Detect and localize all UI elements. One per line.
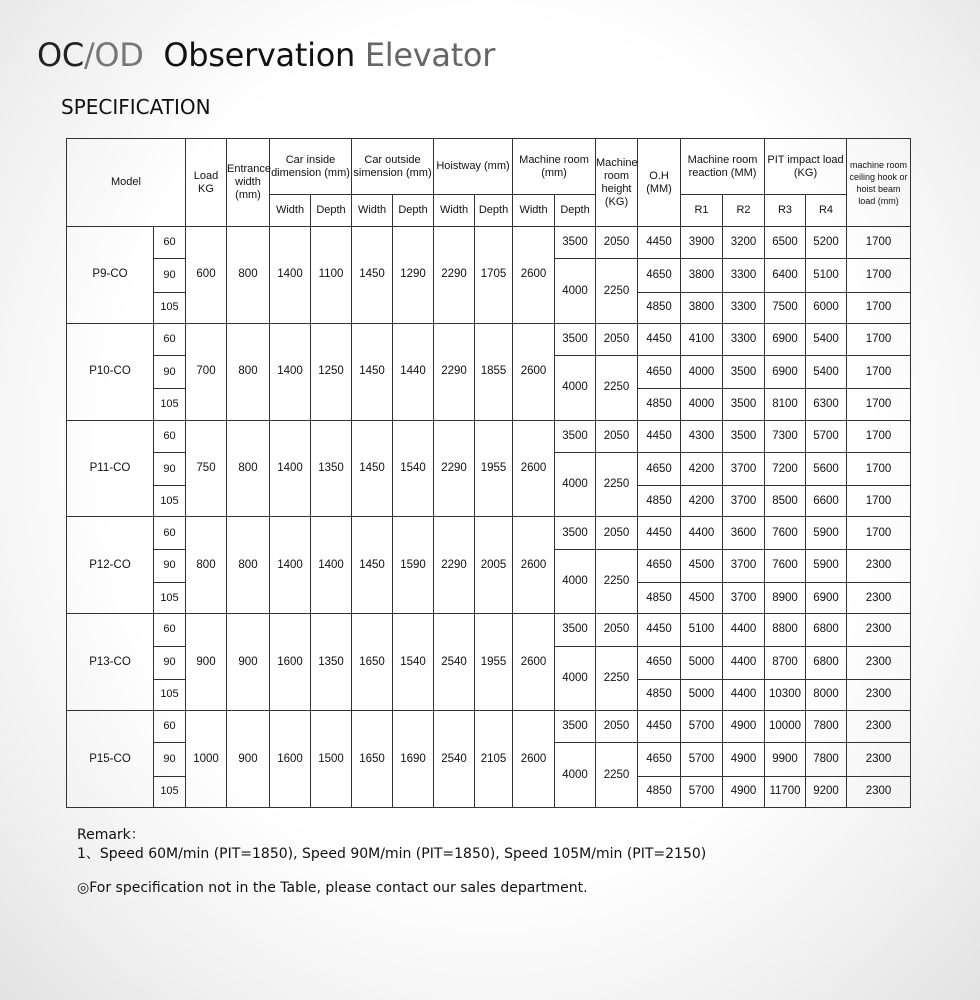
mr-depth-cell: 3500: [555, 711, 596, 743]
oh-cell: 4850: [638, 582, 681, 613]
entrance-cell: 800: [227, 227, 270, 324]
mr-height-cell: 2050: [596, 711, 638, 743]
oh-cell: 4850: [638, 776, 681, 807]
oh-cell: 4650: [638, 356, 681, 389]
model-name: P11-CO: [67, 420, 154, 517]
oh-cell: 4650: [638, 646, 681, 679]
hw-d-cell: 2105: [475, 711, 513, 808]
mr-height-cell: 2250: [596, 549, 638, 614]
speed-cell: 60: [154, 420, 186, 452]
subheader-depth: Depth: [555, 195, 596, 227]
r4-cell: 6800: [806, 614, 847, 646]
r1-cell: 3800: [681, 292, 723, 323]
car-in-d-cell: 1100: [311, 227, 352, 324]
oh-cell: 4850: [638, 679, 681, 710]
r4-cell: 8000: [806, 679, 847, 710]
r4-cell: 5200: [806, 227, 847, 259]
oh-cell: 4450: [638, 227, 681, 259]
r1-cell: 4000: [681, 389, 723, 420]
r1-cell: 3900: [681, 227, 723, 259]
title-od: OD: [94, 36, 144, 74]
oh-cell: 4650: [638, 743, 681, 776]
r4-cell: 5400: [806, 323, 847, 355]
r2-cell: 4400: [723, 679, 765, 710]
hw-w-cell: 2290: [434, 517, 475, 614]
r1-cell: 4000: [681, 356, 723, 389]
mr-height-cell: 2050: [596, 227, 638, 259]
r2-cell: 3500: [723, 356, 765, 389]
oh-cell: 4450: [638, 517, 681, 549]
car-out-d-cell: 1690: [393, 711, 434, 808]
load-cell: 700: [186, 323, 227, 420]
car-in-d-cell: 1250: [311, 323, 352, 420]
speed-cell: 105: [154, 679, 186, 710]
oh-cell: 4450: [638, 420, 681, 452]
speed-cell: 90: [154, 646, 186, 679]
hw-d-cell: 1855: [475, 323, 513, 420]
hook-cell: 1700: [847, 517, 911, 549]
mr-depth-cell: 4000: [555, 549, 596, 614]
car-in-w-cell: 1400: [270, 517, 311, 614]
mr-w-cell: 2600: [513, 227, 555, 324]
mr-w-cell: 2600: [513, 420, 555, 517]
speed-cell: 60: [154, 614, 186, 646]
hook-cell: 1700: [847, 259, 911, 292]
hook-cell: 1700: [847, 227, 911, 259]
car-out-w-cell: 1450: [352, 323, 393, 420]
car-out-d-cell: 1540: [393, 614, 434, 711]
table-row: [67, 227, 911, 259]
subheader-width: Width: [513, 195, 555, 227]
r3-cell: 7600: [765, 517, 806, 549]
r4-cell: 7800: [806, 711, 847, 743]
r2-cell: 3200: [723, 227, 765, 259]
subheader-r4: R4: [806, 195, 847, 227]
r2-cell: 4900: [723, 776, 765, 807]
r4-cell: 5400: [806, 356, 847, 389]
hook-cell: 2300: [847, 582, 911, 613]
r3-cell: 7300: [765, 420, 806, 452]
car-in-w-cell: 1600: [270, 614, 311, 711]
r1-cell: 5700: [681, 743, 723, 776]
specification-body: [67, 227, 911, 808]
header-mr-height: Machine room height (KG): [596, 139, 638, 227]
hw-w-cell: 2290: [434, 227, 475, 324]
r3-cell: 8900: [765, 582, 806, 613]
subheader-r1: R1: [681, 195, 723, 227]
r4-cell: 9200: [806, 776, 847, 807]
r3-cell: 8100: [765, 389, 806, 420]
car-out-w-cell: 1650: [352, 711, 393, 808]
speed-cell: 90: [154, 743, 186, 776]
car-in-d-cell: 1400: [311, 517, 352, 614]
title-elevator: Elevator: [364, 36, 496, 74]
r4-cell: 6900: [806, 582, 847, 613]
subheader-r3: R3: [765, 195, 806, 227]
r3-cell: 8700: [765, 646, 806, 679]
hook-cell: 1700: [847, 452, 911, 485]
r1-cell: 5700: [681, 776, 723, 807]
speed-cell: 60: [154, 711, 186, 743]
speed-cell: 90: [154, 356, 186, 389]
oh-cell: 4650: [638, 452, 681, 485]
r4-cell: 6000: [806, 292, 847, 323]
header-mr-reaction: Machine room reaction (MM): [681, 139, 765, 195]
specification-table: [66, 138, 911, 808]
car-out-w-cell: 1450: [352, 227, 393, 324]
mr-height-cell: 2250: [596, 743, 638, 808]
r2-cell: 3700: [723, 452, 765, 485]
table-row: [67, 517, 911, 549]
r3-cell: 6900: [765, 356, 806, 389]
hook-cell: 1700: [847, 323, 911, 355]
speed-cell: 60: [154, 323, 186, 355]
hw-d-cell: 1705: [475, 227, 513, 324]
subheader-depth: Depth: [393, 195, 434, 227]
r3-cell: 10300: [765, 679, 806, 710]
r4-cell: 7800: [806, 743, 847, 776]
subheader-r2: R2: [723, 195, 765, 227]
subheader-width: Width: [434, 195, 475, 227]
mr-depth-cell: 3500: [555, 614, 596, 646]
hw-d-cell: 2005: [475, 517, 513, 614]
r4-cell: 6300: [806, 389, 847, 420]
r2-cell: 3700: [723, 549, 765, 582]
car-out-w-cell: 1450: [352, 517, 393, 614]
load-cell: 800: [186, 517, 227, 614]
header-ceiling-hook: machine room ceiling hook or hoist beam load (mm): [847, 139, 911, 227]
r3-cell: 11700: [765, 776, 806, 807]
hw-w-cell: 2540: [434, 614, 475, 711]
hook-cell: 1700: [847, 420, 911, 452]
speed-cell: 90: [154, 452, 186, 485]
hw-w-cell: 2290: [434, 420, 475, 517]
r2-cell: 3700: [723, 486, 765, 517]
speed-cell: 60: [154, 517, 186, 549]
r1-cell: 4300: [681, 420, 723, 452]
car-in-w-cell: 1600: [270, 711, 311, 808]
r2-cell: 3700: [723, 582, 765, 613]
r1-cell: 4500: [681, 549, 723, 582]
r4-cell: 6600: [806, 486, 847, 517]
remark-line-1: 1、Speed 60M/min (PIT=1850), Speed 90M/min (PIT=1850), Speed 105M/min (PIT=2150): [77, 846, 707, 862]
r1-cell: 4200: [681, 452, 723, 485]
speed-cell: 105: [154, 292, 186, 323]
header-machine-room: Machine room (mm): [513, 139, 596, 195]
car-in-d-cell: 1350: [311, 614, 352, 711]
r4-cell: 5900: [806, 517, 847, 549]
r2-cell: 3500: [723, 389, 765, 420]
model-name: P12-CO: [67, 517, 154, 614]
mr-depth-cell: 3500: [555, 517, 596, 549]
header-model: Model: [67, 139, 186, 227]
load-cell: 1000: [186, 711, 227, 808]
speed-cell: 60: [154, 227, 186, 259]
r2-cell: 3300: [723, 292, 765, 323]
car-out-w-cell: 1450: [352, 420, 393, 517]
hook-cell: 2300: [847, 679, 911, 710]
speed-cell: 105: [154, 776, 186, 807]
speed-cell: 105: [154, 486, 186, 517]
mr-height-cell: 2250: [596, 646, 638, 711]
contact-note: ◎For specification not in the Table, please contact our sales department.: [77, 880, 588, 896]
model-name: P10-CO: [67, 323, 154, 420]
r2-cell: 4400: [723, 646, 765, 679]
r3-cell: 8800: [765, 614, 806, 646]
car-out-d-cell: 1540: [393, 420, 434, 517]
hook-cell: 1700: [847, 356, 911, 389]
car-in-w-cell: 1400: [270, 323, 311, 420]
header-entrance: Entrance width (mm): [227, 139, 270, 227]
hook-cell: 1700: [847, 389, 911, 420]
r1-cell: 3800: [681, 259, 723, 292]
r2-cell: 4900: [723, 711, 765, 743]
header-hoistway: Hoistway (mm): [434, 139, 513, 195]
mr-w-cell: 2600: [513, 614, 555, 711]
mr-depth-cell: 3500: [555, 420, 596, 452]
r4-cell: 5100: [806, 259, 847, 292]
r1-cell: 4100: [681, 323, 723, 355]
r4-cell: 5900: [806, 549, 847, 582]
header-car-outside: Car outside simension (mm): [352, 139, 434, 195]
hw-w-cell: 2540: [434, 711, 475, 808]
r3-cell: 8500: [765, 486, 806, 517]
table-row: [67, 420, 911, 452]
speed-cell: 105: [154, 389, 186, 420]
r3-cell: 6500: [765, 227, 806, 259]
r2-cell: 3300: [723, 323, 765, 355]
r3-cell: 9900: [765, 743, 806, 776]
page-title: [37, 36, 495, 74]
hook-cell: 2300: [847, 776, 911, 807]
load-cell: 600: [186, 227, 227, 324]
r3-cell: 10000: [765, 711, 806, 743]
hook-cell: 2300: [847, 711, 911, 743]
r1-cell: 5000: [681, 679, 723, 710]
hook-cell: 1700: [847, 486, 911, 517]
car-in-w-cell: 1400: [270, 420, 311, 517]
r1-cell: 4200: [681, 486, 723, 517]
oh-cell: 4650: [638, 259, 681, 292]
section-subtitle: SPECIFICATION: [61, 95, 211, 119]
r4-cell: 5600: [806, 452, 847, 485]
mr-depth-cell: 3500: [555, 323, 596, 355]
load-cell: 750: [186, 420, 227, 517]
car-in-w-cell: 1400: [270, 227, 311, 324]
r1-cell: 4400: [681, 517, 723, 549]
header-car-inside: Car inside dimension (mm): [270, 139, 352, 195]
table-row: [67, 711, 911, 743]
hook-cell: 1700: [847, 292, 911, 323]
car-out-w-cell: 1650: [352, 614, 393, 711]
header-load: Load KG: [186, 139, 227, 227]
mr-depth-cell: 4000: [555, 452, 596, 517]
r1-cell: 5700: [681, 711, 723, 743]
entrance-cell: 900: [227, 614, 270, 711]
oh-cell: 4650: [638, 549, 681, 582]
mr-height-cell: 2050: [596, 323, 638, 355]
title-slash: /: [83, 36, 95, 74]
r2-cell: 3300: [723, 259, 765, 292]
model-name: P9-CO: [67, 227, 154, 324]
mr-height-cell: 2250: [596, 259, 638, 324]
r2-cell: 4900: [723, 743, 765, 776]
mr-height-cell: 2050: [596, 517, 638, 549]
car-out-d-cell: 1590: [393, 517, 434, 614]
table-row: [67, 323, 911, 355]
r4-cell: 5700: [806, 420, 847, 452]
mr-height-cell: 2250: [596, 452, 638, 517]
r3-cell: 6400: [765, 259, 806, 292]
r3-cell: 7600: [765, 549, 806, 582]
subheader-width: Width: [352, 195, 393, 227]
r3-cell: 7200: [765, 452, 806, 485]
oh-cell: 4450: [638, 711, 681, 743]
mr-w-cell: 2600: [513, 323, 555, 420]
mr-w-cell: 2600: [513, 711, 555, 808]
hook-cell: 2300: [847, 743, 911, 776]
mr-depth-cell: 4000: [555, 259, 596, 324]
header-pit-impact: PIT impact load (KG): [765, 139, 847, 195]
entrance-cell: 900: [227, 711, 270, 808]
hook-cell: 2300: [847, 549, 911, 582]
subheader-depth: Depth: [475, 195, 513, 227]
mr-depth-cell: 4000: [555, 646, 596, 711]
title-oc: OC: [37, 36, 84, 74]
speed-cell: 90: [154, 259, 186, 292]
title-observation: Observation: [163, 36, 355, 74]
car-in-d-cell: 1500: [311, 711, 352, 808]
mr-w-cell: 2600: [513, 517, 555, 614]
r1-cell: 5000: [681, 646, 723, 679]
r2-cell: 3600: [723, 517, 765, 549]
load-cell: 900: [186, 614, 227, 711]
remark: [77, 826, 706, 864]
r2-cell: 3500: [723, 420, 765, 452]
entrance-cell: 800: [227, 517, 270, 614]
speed-cell: 90: [154, 549, 186, 582]
oh-cell: 4850: [638, 292, 681, 323]
r2-cell: 4400: [723, 614, 765, 646]
r4-cell: 6800: [806, 646, 847, 679]
car-out-d-cell: 1290: [393, 227, 434, 324]
mr-depth-cell: 3500: [555, 227, 596, 259]
oh-cell: 4450: [638, 323, 681, 355]
mr-depth-cell: 4000: [555, 743, 596, 808]
hw-w-cell: 2290: [434, 323, 475, 420]
mr-height-cell: 2250: [596, 356, 638, 421]
mr-depth-cell: 4000: [555, 356, 596, 421]
r3-cell: 6900: [765, 323, 806, 355]
oh-cell: 4450: [638, 614, 681, 646]
r3-cell: 7500: [765, 292, 806, 323]
model-name: P15-CO: [67, 711, 154, 808]
oh-cell: 4850: [638, 486, 681, 517]
entrance-cell: 800: [227, 420, 270, 517]
r1-cell: 5100: [681, 614, 723, 646]
r1-cell: 4500: [681, 582, 723, 613]
car-out-d-cell: 1440: [393, 323, 434, 420]
hw-d-cell: 1955: [475, 420, 513, 517]
oh-cell: 4850: [638, 389, 681, 420]
mr-height-cell: 2050: [596, 420, 638, 452]
entrance-cell: 800: [227, 323, 270, 420]
subheader-width: Width: [270, 195, 311, 227]
hw-d-cell: 1955: [475, 614, 513, 711]
hook-cell: 2300: [847, 646, 911, 679]
model-name: P13-CO: [67, 614, 154, 711]
car-in-d-cell: 1350: [311, 420, 352, 517]
mr-height-cell: 2050: [596, 614, 638, 646]
speed-cell: 105: [154, 582, 186, 613]
hook-cell: 2300: [847, 614, 911, 646]
header-oh: O.H (MM): [638, 139, 681, 227]
remark-label: Remark：: [77, 827, 145, 843]
table-row: [67, 614, 911, 646]
subheader-depth: Depth: [311, 195, 352, 227]
